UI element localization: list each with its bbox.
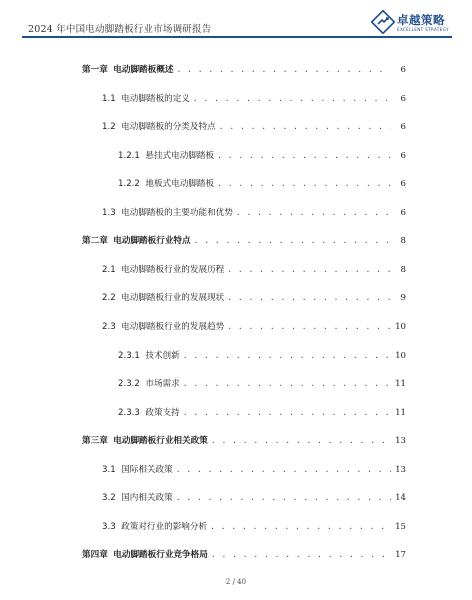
dot-leader: [176, 65, 391, 74]
toc-entry-title: 政策支持: [145, 407, 180, 418]
dot-leader: [219, 122, 391, 131]
dot-leader: [176, 493, 391, 502]
toc-entry-title: 电动脚踏板行业竞争格局: [113, 550, 208, 561]
dot-leader: [183, 351, 391, 360]
toc-entry-title: 电动脚踏板的主要功能和优势: [121, 207, 233, 218]
company-logo: [371, 10, 457, 34]
toc-entry-page: 10: [395, 350, 406, 361]
toc-entry-page: 6: [400, 179, 406, 190]
toc-entry-number: 2.3.2: [118, 379, 140, 390]
toc-entry-number: 第二章: [82, 236, 108, 247]
toc-entry-title: 电动脚踏板行业相关政策: [113, 436, 208, 447]
toc-entry-number: 2.3: [102, 321, 116, 332]
dot-leader: [211, 550, 391, 559]
page-number: 2 / 40: [225, 578, 247, 586]
logo-name: 卓越策略: [397, 13, 445, 27]
dot-leader: [176, 465, 391, 474]
toc-entry-title: 电动脚踏板概述: [113, 65, 174, 75]
toc-entry-第三章[interactable]: [82, 434, 406, 448]
toc-entry-2-3-1[interactable]: [118, 349, 406, 363]
toc-entry-page: 8: [400, 236, 406, 247]
toc-entry-page: 17: [395, 550, 406, 561]
header-divider: [22, 36, 452, 38]
toc-entry-title: 地板式电动脚踏板: [145, 179, 215, 190]
toc-entry-2-3-3[interactable]: [118, 406, 406, 420]
toc-entry-3-1[interactable]: [102, 463, 406, 477]
toc-entry-第一章[interactable]: [82, 63, 406, 77]
toc-entry-1-2-2[interactable]: [118, 177, 406, 191]
toc-entry-title: 技术创新: [145, 350, 180, 361]
toc-entry-number: 第四章: [82, 550, 108, 561]
toc-entry-page: 6: [400, 122, 406, 133]
toc-entry-title: 国内相关政策: [121, 493, 173, 504]
toc-entry-page: 15: [395, 521, 406, 532]
toc-entry-3-3[interactable]: [102, 520, 406, 534]
toc-entry-number: 1.1: [102, 93, 116, 104]
toc-entry-3-2[interactable]: [102, 491, 406, 505]
dot-leader: [227, 265, 391, 274]
toc-entry-2-1[interactable]: [102, 263, 406, 277]
dot-leader: [217, 179, 391, 188]
toc-entry-number: 2.1: [102, 264, 116, 275]
strategy-logo-icon: [371, 10, 395, 34]
toc-entry-1-2[interactable]: [102, 120, 406, 134]
toc-entry-page: 11: [395, 379, 406, 390]
dot-leader: [227, 293, 391, 302]
toc-entry-page: 10: [395, 321, 406, 332]
toc-entry-title: 政策对行业的影响分析: [121, 521, 208, 532]
toc-entry-number: 3.3: [102, 521, 116, 532]
toc-entry-number: 3.1: [102, 464, 116, 475]
toc-entry-title: 电动脚踏板行业的发展现状: [121, 293, 225, 304]
toc-entry-number: 1.3: [102, 207, 116, 218]
toc-entry-title: 电动脚踏板的定义: [121, 93, 190, 104]
toc-entry-第四章[interactable]: [82, 548, 406, 562]
toc-entry-number: 3.2: [102, 493, 116, 504]
toc-entry-1-2-1[interactable]: [118, 149, 406, 163]
toc-entry-1-1[interactable]: [102, 92, 406, 106]
toc-entry-title: 电动脚踏板行业特点: [113, 236, 191, 247]
toc-entry-number: 1.2.2: [118, 179, 140, 190]
toc-entry-number: 2.2: [102, 293, 116, 304]
toc-entry-number: 2.3.1: [118, 350, 140, 361]
toc-entry-page: 13: [395, 436, 406, 447]
logo-tagline: EXCELLENT STRATEGY: [397, 27, 449, 32]
toc-entry-number: 1.2.1: [118, 150, 140, 161]
toc-entry-page: 11: [395, 407, 406, 418]
dot-leader: [227, 322, 391, 331]
toc-entry-page: 14: [395, 493, 406, 504]
toc-entry-title: 国际相关政策: [121, 464, 173, 475]
toc-entry-number: 第三章: [82, 436, 108, 447]
toc-entry-2-3-2[interactable]: [118, 377, 406, 391]
toc-entry-2-2[interactable]: [102, 291, 406, 305]
toc-entry-title: 电动脚踏板行业的发展趋势: [121, 321, 225, 332]
toc-entry-page: 6: [400, 207, 406, 218]
toc-entry-number: 2.3.3: [118, 407, 140, 418]
toc-entry-title: 电动脚踏板的分类及特点: [121, 122, 216, 133]
toc-entry-title: 市场需求: [145, 379, 180, 390]
dot-leader: [210, 522, 391, 531]
toc-entry-page: 9: [400, 293, 406, 304]
dot-leader: [217, 151, 391, 160]
toc-entry-title: 电动脚踏板行业的发展历程: [121, 264, 225, 275]
dot-leader: [211, 436, 391, 445]
toc-entry-page: 8: [400, 264, 406, 275]
toc-entry-page: 6: [400, 93, 406, 104]
toc-entry-number: 1.2: [102, 122, 116, 133]
dot-leader: [194, 236, 391, 245]
dot-leader: [183, 379, 391, 388]
dot-leader: [236, 208, 391, 217]
dot-leader: [193, 94, 391, 103]
toc-entry-page: 6: [400, 150, 406, 161]
toc-entry-title: 悬挂式电动脚踏板: [145, 150, 215, 161]
toc-entry-page: 13: [395, 464, 406, 475]
toc-entry-number: 第一章: [82, 65, 108, 75]
dot-leader: [183, 408, 391, 417]
page-header: [0, 0, 472, 48]
toc-entry-第二章[interactable]: [82, 234, 406, 248]
report-title: 2024 年中国电动脚踏板行业市场调研报告: [28, 24, 212, 35]
toc-entry-2-3[interactable]: [102, 320, 406, 334]
toc-entry-1-3[interactable]: [102, 206, 406, 220]
toc-entry-page: 6: [400, 65, 406, 75]
